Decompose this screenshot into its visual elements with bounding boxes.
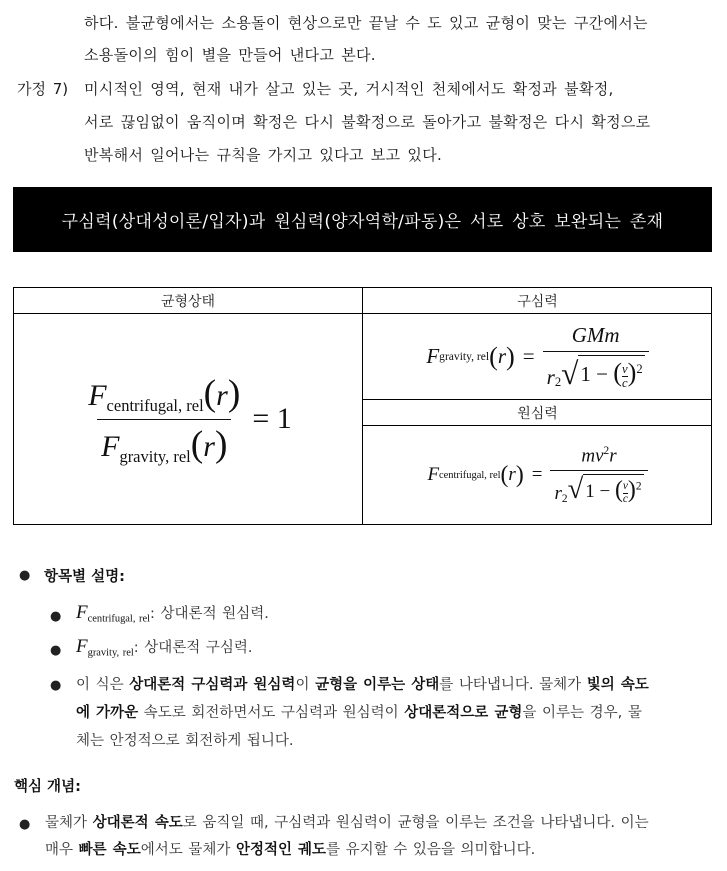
header-equilibrium: 균형상태 (160, 293, 216, 310)
assumption-line-1: 미시적인 영역, 현재 내가 살고 있는 곳, 거시적인 천체에서도 확정과 불확정, (84, 80, 614, 98)
explanation-heading: 항목별 설명: (44, 569, 125, 585)
header-centrifugal: 원심력 (517, 405, 558, 422)
banner-title: 구심력(상대성이론/입자)과 원심력(양자역학/파동)은 서로 상호 보완되는 존재 (61, 212, 664, 232)
bullet-icon: ● (19, 817, 31, 832)
bullet-icon: ● (50, 643, 62, 658)
centrifugal-formula: F centrifugal, rel ( r ) = $mv^2r$ r $_2$ √ 1 − ( $\frac{v}{c}$ )$^2$ (363, 426, 712, 524)
assumption-label: 가정 7) (17, 80, 69, 98)
desc-line-2: 에 가까운 속도로 회전하면서도 구심력과 원심력이 상대론적으로 균형을 이루는 경우, 물 (76, 705, 642, 721)
desc-line-1: 이 식은 상대론적 구심력과 원심력이 균형을 이루는 상태를 나타냅니다. 물체가 빛의 속도 (76, 677, 649, 693)
desc-line-3: 체는 안정적으로 회전하게 됩니다. (76, 733, 294, 749)
assumption-line-2: 서로 끊임없이 움직이며 확정은 다시 불확정으로 돌아가고 불확정은 다시 확정으로 (84, 113, 651, 131)
equilibrium-formula: $\frac{F_{centrifugal, rel}(r)}{F_{gravity, rel}(r)}$ = 1 (88, 372, 292, 466)
core-heading: 핵심 개념: (14, 779, 81, 795)
formula-table (13, 287, 712, 525)
core-line-2: 매우 빠른 속도에서도 물체가 안정적인 궤도를 유지할 수 있음을 의미합니다. (45, 842, 536, 858)
gravity-formula: F gravity, rel ( r ) = GMm r $_2$ √ 1 − ( $\frac{v}{c}$ )$^2$ (363, 314, 712, 399)
intro-line-2: 소용돌이의 힘이 별을 만들어 낸다고 본다. (84, 46, 376, 64)
bullet-icon: ● (50, 678, 62, 693)
core-line-1: 물체가 상대론적 속도로 움직일 때, 구심력과 원심력이 균형을 이루는 조건을 나타냅니다. 이는 (45, 815, 649, 831)
section-banner (13, 187, 712, 252)
bullet-icon: ● (19, 568, 31, 583)
header-centripetal: 구심력 (517, 293, 558, 310)
bullet-icon: ● (50, 609, 62, 624)
assumption-line-3: 반복해서 일어나는 규칙을 가지고 있다고 보고 있다. (84, 146, 443, 164)
explanation-item-centrifugal: $F_{centrifugal, rel}$: 상대론적 원심력. (76, 602, 269, 625)
explanation-item-gravity: $F_{gravity, rel}$: 상대론적 구심력. (76, 636, 253, 659)
intro-line-1: 하다. 불균형에서는 소용돌이 현상으로만 끝날 수 도 있고 균형이 맞는 구간에서는 (84, 14, 648, 32)
